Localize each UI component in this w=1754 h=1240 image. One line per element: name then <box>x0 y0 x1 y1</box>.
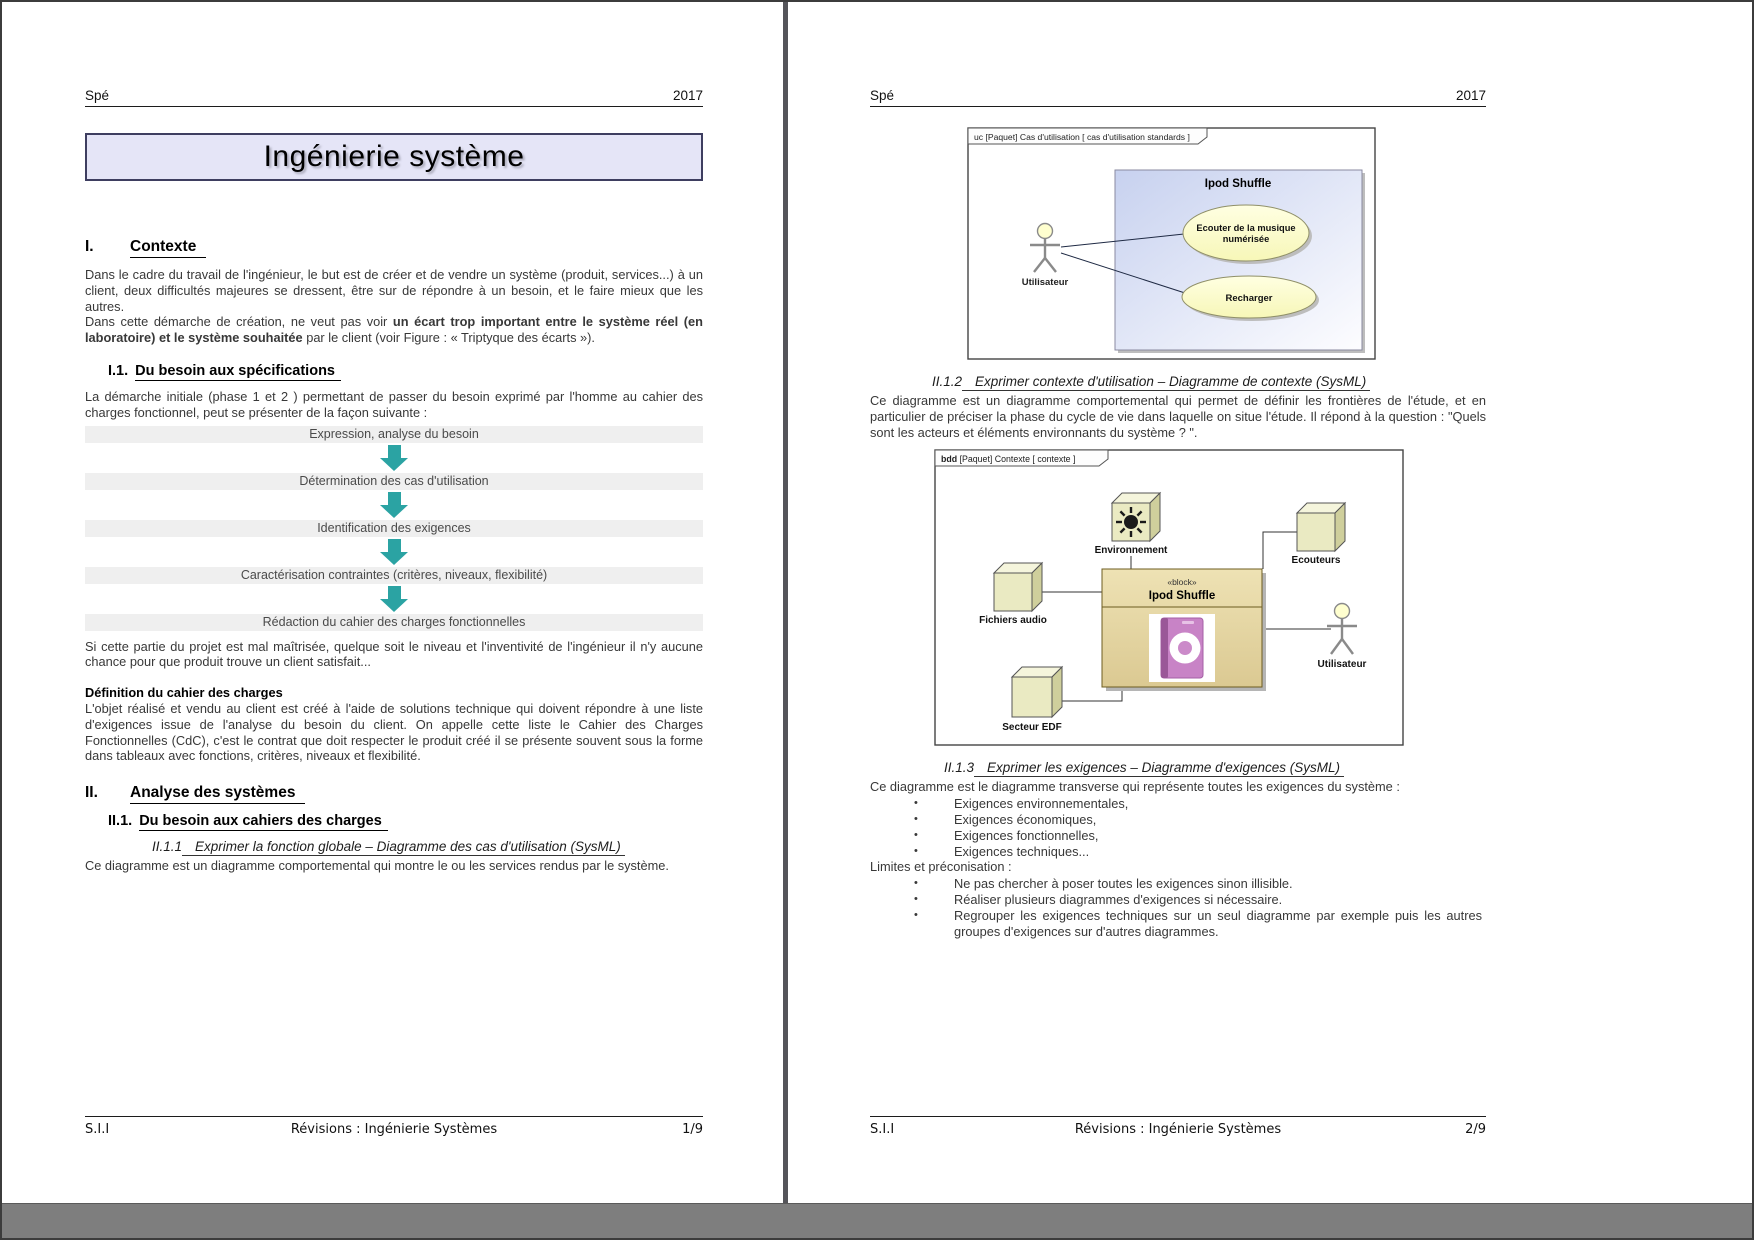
heading-contexte-utilisation <box>932 374 1486 391</box>
heading-number: II. <box>85 784 98 802</box>
footer-page-number: 1/9 <box>682 1122 703 1137</box>
ecouteurs-label: Ecouteurs <box>1291 555 1341 567</box>
paragraph-contexte-diagramme: Ce diagramme est un diagramme comportemental qui permet de définir les frontières de l'étude, et en particulier de préciser la phase du cycle de vie dans laquelle on situe l'étude. Il répond à la question : "Quels sont les acteurs et éléments environnants du système ? ". <box>870 393 1486 440</box>
heading-contexte <box>85 238 703 258</box>
bdd-frame-tab-label: bdd [Paquet] Contexte [ contexte ] <box>941 454 1076 465</box>
footer-left: S.I.I <box>870 1122 895 1137</box>
page2-header <box>870 88 1486 107</box>
list-item: • Exigences économiques, <box>914 811 1097 827</box>
list-item: • Regrouper les exigences techniques sur un seul diagramme par exemple puis les autres groupes d'exigences sur d'autres diagrammes. <box>914 907 1482 939</box>
uc-usecase2-label: Recharger <box>1225 293 1273 304</box>
heading-label: Exprimer contexte d'utilisation – Diagramme de contexte (SysML) <box>962 374 1370 391</box>
preconisations-list <box>870 876 1486 939</box>
header-left: Spé <box>870 88 895 103</box>
header-right: 2017 <box>1455 88 1486 103</box>
heading-number: I.1. <box>108 362 129 379</box>
fichiers-audio-label: Fichiers audio <box>979 615 1047 627</box>
uc-system-label: Ipod Shuffle <box>1204 178 1272 190</box>
use-case-diagram-svg <box>967 127 1377 361</box>
uc-usecase1-label-line1: Ecouter de la musique <box>1196 223 1296 233</box>
down-arrow-icon <box>85 443 703 473</box>
page-2 <box>870 2 1486 1206</box>
down-arrow-icon <box>85 537 703 567</box>
flow-step: Caractérisation contraintes (critères, niveaux, flexibilité) <box>85 567 703 584</box>
heading-label: Du besoin aux cahiers des charges <box>139 813 388 831</box>
footer-left: S.I.I <box>85 1122 110 1137</box>
heading-analyse-systemes <box>85 784 703 804</box>
page-divider <box>783 2 788 1238</box>
list-item: • Réaliser plusieurs diagrammes d'exigences si nécessaire. <box>914 891 1283 907</box>
footer-center: Révisions : Ingénierie Systèmes <box>1074 1122 1282 1137</box>
heading-label: Du besoin aux spécifications <box>135 363 341 381</box>
bullet-icon: • <box>914 797 918 810</box>
bdd-actor-label: Utilisateur <box>1317 659 1367 671</box>
secteur-edf-cube <box>1012 667 1062 717</box>
exigences-list <box>870 796 1486 859</box>
block-stereotype: «block» <box>1167 577 1197 588</box>
environnement-cube <box>1112 493 1160 541</box>
page1-header <box>85 88 703 107</box>
definition-body: L'objet réalisé et vendu au client est créé à l'aide de solutions technique qui doivent répondre à une liste d'exigences issue de l'analyse du besoin du client. On appelle cette liste le Cahier des Charges Fonctionnelles (CdC), c'est le contrat que doit respecter le produit créé il se présente souvent sous la forme dans tableaux avec fonctions, critères, niveaux et flexibilité. <box>85 700 703 764</box>
page1-footer <box>85 1116 703 1137</box>
heading-exigences <box>944 760 1486 777</box>
secteur-edf-label: Secteur EDF <box>1002 722 1062 734</box>
flow-step: Détermination des cas d'utilisation <box>85 473 703 490</box>
heading-number: I. <box>85 238 94 255</box>
use-case-diagram <box>967 127 1377 361</box>
list-item: • Exigences techniques... <box>914 843 1090 859</box>
heading-number: II.1. <box>108 813 133 830</box>
heading-number: II.1.1 <box>152 839 183 855</box>
heading-label: Contexte <box>130 238 206 258</box>
uc-usecase-ellipse-1 <box>1183 205 1309 261</box>
bullet-icon: • <box>914 892 918 905</box>
header-right: 2017 <box>672 88 703 103</box>
down-arrow-icon <box>85 490 703 520</box>
heading-besoin-specifications <box>108 363 703 381</box>
page2-footer <box>870 1116 1486 1137</box>
context-diagram <box>934 449 1405 747</box>
page-1 <box>85 2 703 1206</box>
doc-title: Ingénierie système <box>263 140 525 173</box>
bullet-icon: • <box>914 877 918 890</box>
list-item: • Exigences fonctionnelles, <box>914 827 1099 843</box>
context-diagram-svg <box>934 449 1405 747</box>
heading-label: Exprimer les exigences – Diagramme d'exigences (SysML) <box>974 760 1344 777</box>
bullet-icon: • <box>914 812 918 825</box>
heading-number: II.1.3 <box>944 760 975 776</box>
paragraph-si-cette-partie: Si cette partie du projet est mal maîtrisée, quelque soit le niveau et l'inventivité de l'ingénieur il n'y aucune chance pour que produit trouve un client satisfait... <box>85 638 703 670</box>
footer-page-number: 2/9 <box>1465 1122 1486 1137</box>
heading-label: Exprimer la fonction globale – Diagramme des cas d'utilisation (SysML) <box>182 839 625 856</box>
paragraph-contexte-1: Dans le cadre du travail de l'ingénieur, le but est de créer et de vendre un système (produit, services...) à un client, deux difficultés majeures se dressent, être sur de répondre à un besoin, et le faire mieux que les autres. <box>85 267 703 314</box>
paragraph-demarche: La démarche initiale (phase 1 et 2 ) permettant de passer du besoin exprimé par l'homme au cahier des charges fonctionnel, peut se présenter de la façon suivante : <box>85 388 703 420</box>
block-name: Ipod Shuffle <box>1148 590 1216 603</box>
header-left: Spé <box>85 88 110 103</box>
list-item: • Exigences environnementales, <box>914 796 1129 812</box>
doc-title-banner <box>85 133 703 181</box>
ecouteurs-cube <box>1297 503 1345 551</box>
process-flowchart <box>85 426 703 631</box>
uc-usecase1-label-line2: numérisée <box>1222 234 1270 244</box>
flow-step: Expression, analyse du besoin <box>85 426 703 443</box>
text-run: Dans cette démarche de création, ne veut pas voir <box>85 314 393 330</box>
bullet-icon: • <box>914 844 918 857</box>
heading-number: II.1.2 <box>932 374 963 389</box>
flow-step: Identification des exigences <box>85 520 703 537</box>
fichiers-audio-cube <box>994 563 1042 611</box>
paragraph-exigences: Ce diagramme est le diagramme transverse qui représente toutes les exigences du système : <box>870 779 1400 795</box>
heading-besoin-cahiers <box>108 813 703 831</box>
uc-frame-tab-label: uc [Paquet] Cas d'utilisation [ cas d'utilisation standards ] <box>974 132 1190 142</box>
heading-fonction-globale <box>152 839 703 856</box>
uc-actor-label: Utilisateur <box>1021 277 1069 288</box>
paragraph-limites: Limites et préconisation : <box>870 859 1012 875</box>
viewer-bottom-strip <box>2 1203 1752 1238</box>
ipod-photo <box>1149 614 1215 682</box>
paragraph-contexte-2 <box>85 314 703 346</box>
footer-center: Révisions : Ingénierie Systèmes <box>290 1122 498 1137</box>
down-arrow-icon <box>85 584 703 614</box>
heading-label: Analyse des systèmes <box>130 784 305 804</box>
flow-step: Rédaction du cahier des charges fonctionnelles <box>85 614 703 631</box>
definition-title: Définition du cahier des charges <box>85 685 283 701</box>
text-run-bold: un écart trop important entre le système réel (en laboratoire) et le système souhaitée <box>85 314 703 346</box>
text-run: par le client (voir Figure : « Triptyque des écarts »). <box>302 330 595 346</box>
bullet-icon: • <box>914 828 918 841</box>
paragraph-diagramme-uc: Ce diagramme est un diagramme comportemental qui montre le ou les services rendus par le système. <box>85 858 669 874</box>
environnement-label: Environnement <box>1094 545 1168 557</box>
list-item: • Ne pas chercher à poser toutes les exigences sinon illisible. <box>914 876 1293 892</box>
bullet-icon: • <box>914 908 918 921</box>
